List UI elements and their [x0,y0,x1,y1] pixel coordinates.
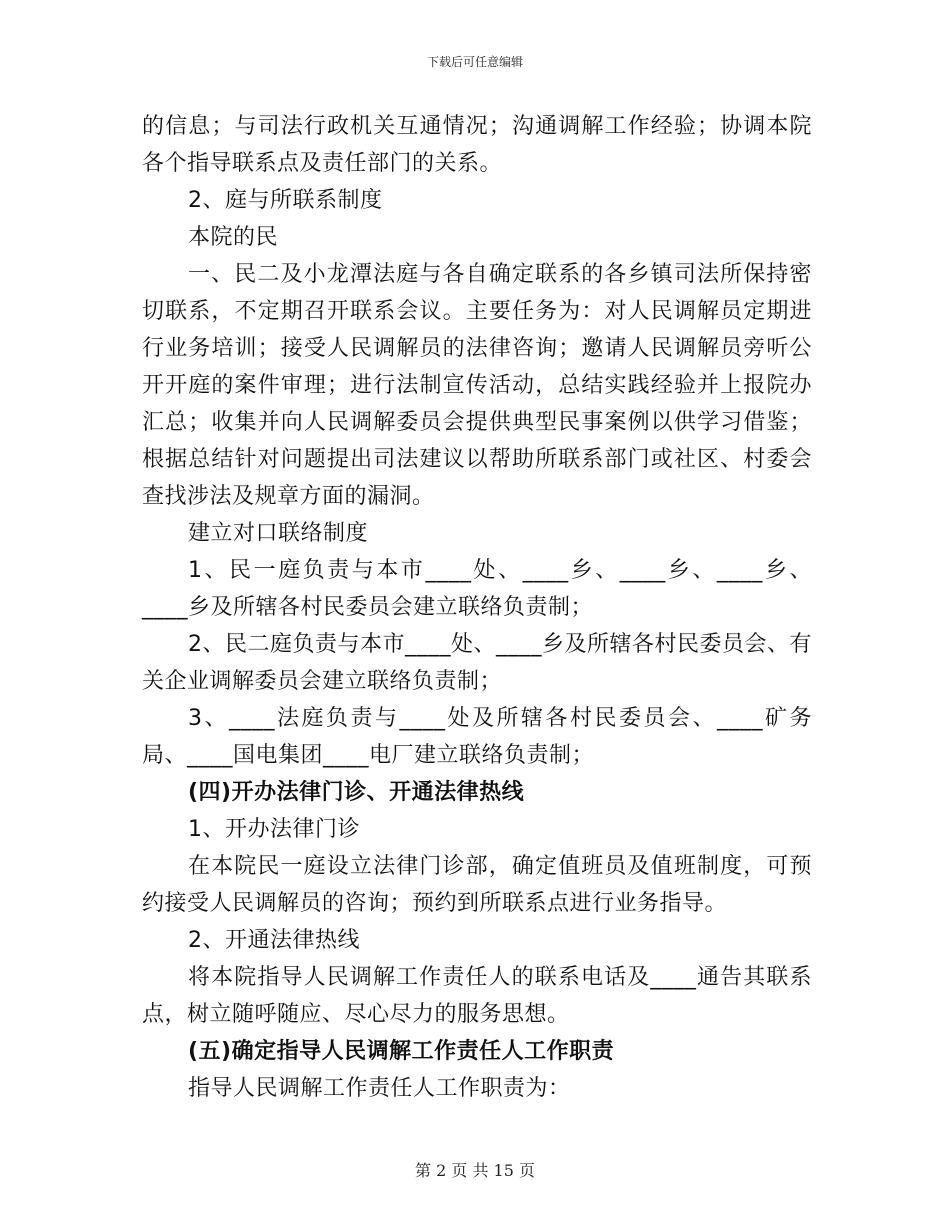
paragraph: 本院的民 [188,225,279,250]
paragraph: 1、开办法律门诊 [188,817,360,842]
paragraph: 指导人民调解工作责任人工作职责为： [188,1076,571,1101]
document-body [142,108,812,1107]
paragraph: 3、____法庭负责与____处及所辖各村民委员会、____矿务局、____国电集团____电厂建立联络负责制； [142,706,812,768]
paragraph: 将本院指导人民调解工作责任人的联系电话及____通告其联系点，树立随呼随应、尽心尽力的服务思想。 [142,965,812,1027]
paragraph: 2、开通法律热线 [188,928,360,953]
paragraph: 2、庭与所联系制度 [188,188,383,213]
page-footer: 第 2 页 共 15 页 [415,1161,535,1180]
paragraph: 在本院民一庭设立法律门诊部，确定值班员及值班制度，可预约接受人民调解员的咨询；预约到所联系点进行业务指导。 [142,854,812,916]
paragraph: 2、民二庭负责与本市____处、____乡及所辖各村民委员会、有关企业调解委员会建立联络负责制； [142,632,812,694]
page-header: 下载后可任意编辑 [426,55,523,69]
paragraph: 1、民一庭负责与本市____处、____乡、____乡、____乡、____乡及所辖各村民委员会建立联络负责制； [142,558,812,620]
section-heading: (四)开办法律门诊、开通法律热线 [188,780,525,805]
paragraph: 建立对口联络制度 [188,521,369,546]
paragraph: 的信息；与司法行政机关互通情况；沟通调解工作经验；协调本院各个指导联系点及责任部门的关系。 [142,114,812,176]
section-heading: (五)确定指导人民调解工作责任人工作职责 [188,1039,615,1064]
paragraph: 一、民二及小龙潭法庭与各自确定联系的各乡镇司法所保持密切联系，不定期召开联系会议。主要任务为：对人民调解员定期进行业务培训；接受人民调解员的法律咨询；邀请人民调解员旁听公开开庭的案件审理；进行法制宣传活动，总结实践经验并上报院办汇总；收集并向人民调解委员会提供典型民事案例以供学习借鉴；根据总结针对问题提出司法建议以帮助所联系部门或社区、村委会查找涉法及规章方面的漏洞。 [142,262,812,509]
